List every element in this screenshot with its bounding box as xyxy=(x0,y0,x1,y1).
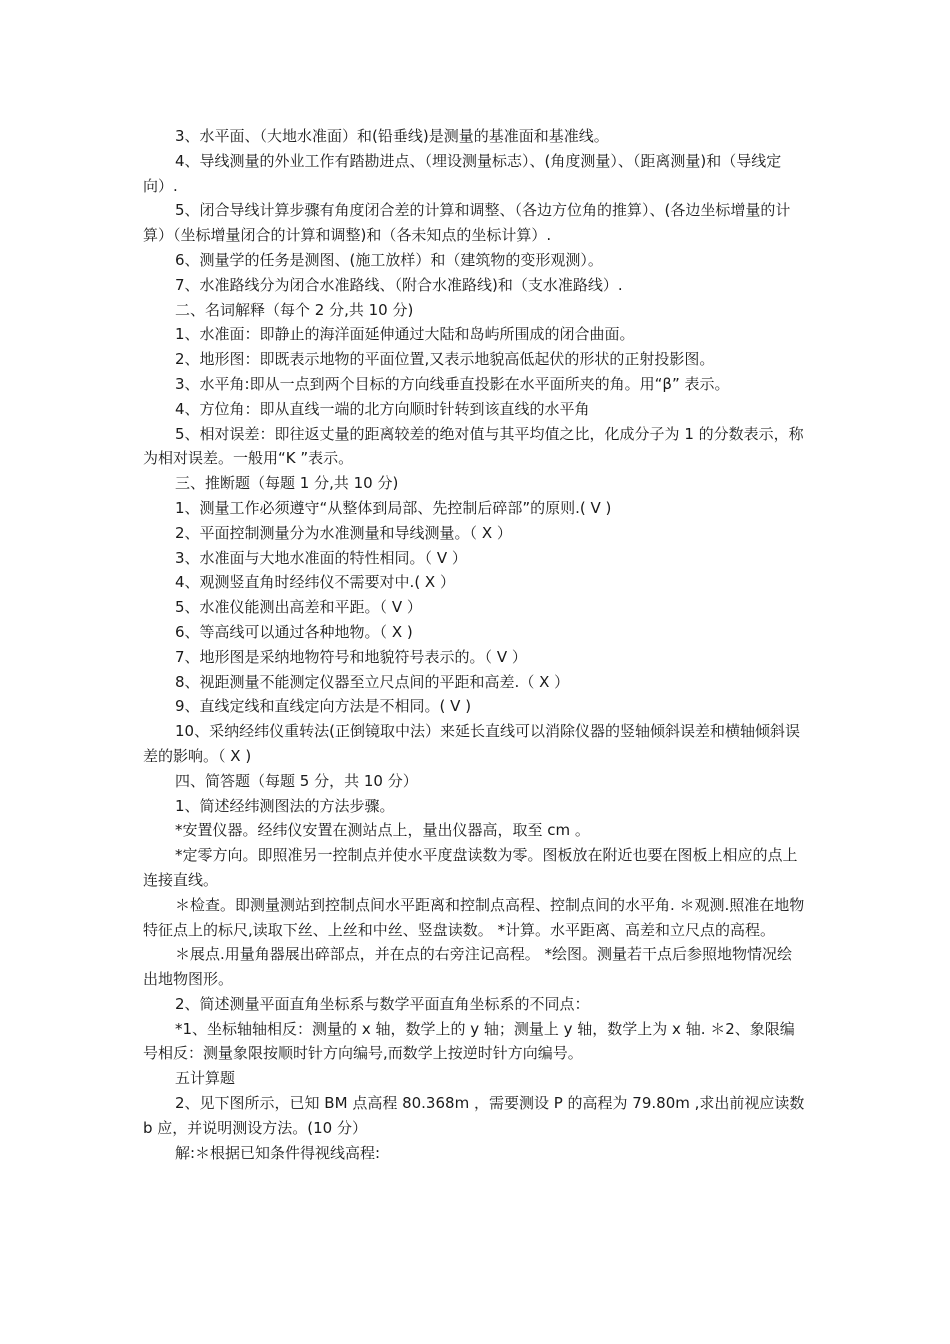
section-heading-calculation: 五计算题 xyxy=(175,1069,236,1088)
definition-item-2: 2、地形图：即既表示地物的平面位置,又表示地貌高低起伏的形状的正射投影图。 xyxy=(175,350,715,369)
section-heading-short-answer: 四、简答题（每题 5 分，共 10 分） xyxy=(175,771,418,790)
judgement-item-7: 7、地形图是采纳地物符号和地貌符号表示的。（ V ） xyxy=(175,647,527,666)
calculation-question-2: 2、见下图所示，已知 BM 点高程 80.368m ，需要测设 P 的高程为 79.80m ,求出前视应读数 b 应，并说明测设方法。(10 分） xyxy=(143,1094,805,1137)
document-body xyxy=(143,124,805,1165)
section-heading-judgement: 三、推断题（每题 1 分,共 10 分) xyxy=(175,474,399,493)
short-answer-question-2: 2、简述测量平面直角坐标系与数学平面直角坐标系的不同点： xyxy=(175,994,590,1013)
section-heading-definitions: 二、名词解释（每个 2 分,共 10 分) xyxy=(175,300,414,319)
judgement-item-3: 3、水准面与大地水准面的特性相同。（ V ） xyxy=(175,548,467,567)
definition-item-4: 4、方位角：即从直线一端的北方向顺时针转到该直线的水平角 xyxy=(175,399,590,418)
paragraph-fill-blank-7: 7、水准路线分为闭合水准路线、（附合水准路线)和（支水准路线）. xyxy=(175,275,623,294)
judgement-item-9: 9、直线定线和直线定向方法是不相同。( V ) xyxy=(175,697,472,716)
judgement-item-1: 1、测量工作必须遵守“从整体到局部、先控制后碎部”的原则.( V ) xyxy=(175,498,612,517)
calculation-solution-start: 解:＊根据已知条件得视线高程: xyxy=(175,1143,381,1162)
judgement-item-10: 10、采纳经纬仪重转法(正倒镜取中法）来延长直线可以消除仪器的竖轴倾斜误差和横轴倾斜误差的影响。（ X ) xyxy=(143,722,800,765)
short-answer-step-plot: ＊展点.用量角器展出碎部点，并在点的右旁注记高程。 *绘图。测量若干点后参照地物情况绘出地物图形。 xyxy=(143,945,793,989)
definition-item-1: 1、水准面：即静止的海洋面延伸通过大陆和岛屿所围成的闭合曲面。 xyxy=(175,325,635,344)
paragraph-fill-blank-6: 6、测量学的任务是测图、(施工放样）和（建筑物的变形观测）。 xyxy=(175,250,603,269)
short-answer-step-setup: *安置仪器。经纬仪安置在测站点上，量出仪器高，取至 cm 。 xyxy=(175,821,590,840)
judgement-item-2: 2、平面控制测量分为水准测量和导线测量。（ X ） xyxy=(175,523,512,542)
definition-item-3: 3、水平角:即从一点到两个目标的方向线垂直投影在水平面所夹的角。用“β” 表示。 xyxy=(175,374,730,393)
paragraph-fill-blank-5: 5、闭合导线计算步骤有角度闭合差的计算和调整、（各边方位角的推算）、(各边坐标增量的计算）（坐标增量闭合的计算和调整)和（各未知点的坐标计算）. xyxy=(143,201,791,245)
paragraph-fill-blank-3: 3、水平面、（大地水准面）和(铅垂线)是测量的基准面和基准线。 xyxy=(175,127,609,145)
judgement-item-4: 4、观测竖直角时经纬仪不需要对中.( X ） xyxy=(175,573,455,592)
short-answer-step-check: ＊检查。即测量测站到控制点间水平距离和控制点高程、控制点间的水平角. ＊观测.照准在地物特征点上的标尺,读取下丝、上丝和中丝、竖盘读数。 *计算。水平距离、高差和立尺点的高程。 xyxy=(143,895,805,939)
paragraph-fill-blank-4: 4、导线测量的外业工作有踏勘进点、（埋设测量标志）、(角度测量）、（距离测量)和（导线定向）. xyxy=(143,151,782,195)
judgement-item-8: 8、视距测量不能测定仪器至立尺点间的平距和高差.（ X ） xyxy=(175,672,570,691)
short-answer-question-1: 1、简述经纬测图法的方法步骤。 xyxy=(175,796,395,815)
short-answer-answer-2: *1、坐标轴轴相反：测量的 x 轴，数学上的 y 轴；测量上 y 轴，数学上为 x 轴. ＊2、象限编号相反：测量象限按顺时针方向编号,而数学上按逆时针方向编号。 xyxy=(143,1019,795,1063)
definition-item-5: 5、相对误差：即往返丈量的距离较差的绝对值与其平均值之比，化成分子为 1 的分数表示，称为相对误差。一般用“K ”表示。 xyxy=(143,424,804,468)
short-answer-step-zero: *定零方向。即照准另一控制点并使水平度盘读数为零。图板放在附近也要在图板上相应的点上连接直线。 xyxy=(143,846,798,889)
judgement-item-6: 6、等高线可以通过各种地物。（ X ) xyxy=(175,622,413,641)
judgement-item-5: 5、水准仪能测出高差和平距。（ V ） xyxy=(175,598,422,617)
